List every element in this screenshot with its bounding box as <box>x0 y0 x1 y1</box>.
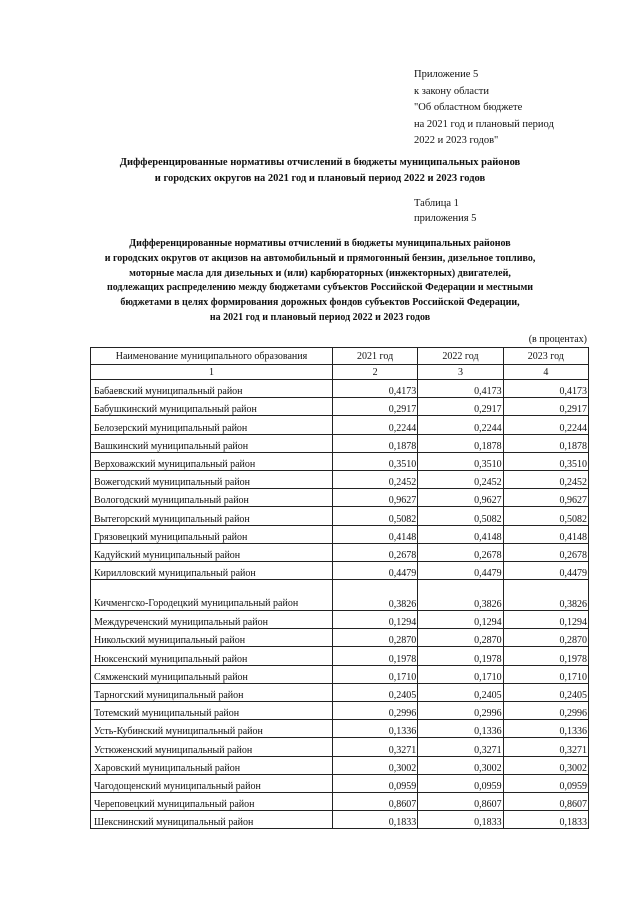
table-row <box>91 811 589 829</box>
value-2022: 0,2996 <box>418 702 503 720</box>
value-2021: 0,2244 <box>332 416 417 434</box>
table-row <box>91 507 589 525</box>
municipality-name: Бабушкинский муниципальный район <box>91 398 333 416</box>
table-row <box>91 580 589 611</box>
value-2022: 0,2244 <box>418 416 503 434</box>
table-row <box>91 629 589 647</box>
municipality-name: Сямженский муниципальный район <box>91 665 333 683</box>
value-2023: 0,1336 <box>503 720 588 738</box>
table-row <box>91 738 589 756</box>
annex-line: к закону области <box>414 85 489 97</box>
value-2022: 0,3002 <box>418 756 503 774</box>
municipality-name: Устюженский муниципальный район <box>91 738 333 756</box>
value-2023: 0,3002 <box>503 756 588 774</box>
value-2022: 0,1710 <box>418 665 503 683</box>
value-2023: 0,4479 <box>503 561 588 579</box>
municipality-name: Кирилловский муниципальный район <box>91 561 333 579</box>
document-title-line: Дифференцированные нормативы отчислений в бюджеты муниципальных районов <box>119 157 521 168</box>
value-2022: 0,1294 <box>418 611 503 629</box>
header-municipality: Наименование муниципального образования <box>91 348 333 365</box>
municipality-name: Тарногский муниципальный район <box>91 683 333 701</box>
annex-line: 2022 и 2023 годов" <box>414 135 499 146</box>
value-2023: 0,0959 <box>503 774 588 792</box>
value-2021: 0,1878 <box>332 434 417 452</box>
value-2023: 0,2996 <box>503 702 588 720</box>
table-row <box>91 756 589 774</box>
column-number: 3 <box>418 365 503 380</box>
normatives-table <box>90 347 589 829</box>
table-row <box>91 543 589 561</box>
value-2022: 0,1978 <box>418 647 503 665</box>
value-2021: 0,4173 <box>332 380 417 398</box>
table-title-line: и городских округов от акцизов на автомобильный и прямогонный бензин, дизельное топливо, <box>104 252 536 264</box>
value-2021: 0,2452 <box>332 470 417 488</box>
table-row <box>91 416 589 434</box>
table-title-line: бюджетами в целях формирования дорожных фондов субъектов Российской Федерации, <box>120 297 520 309</box>
value-2022: 0,3826 <box>418 580 503 611</box>
table-header-row <box>91 348 589 365</box>
value-2023: 0,1833 <box>503 811 588 829</box>
document-title <box>60 155 580 186</box>
annex-line: "Об областном бюджете <box>414 102 523 113</box>
value-2021: 0,2917 <box>332 398 417 416</box>
table-row <box>91 792 589 810</box>
municipality-name: Харовский муниципальный район <box>91 756 333 774</box>
value-2021: 0,1978 <box>332 647 417 665</box>
document-title-line: и городских округов на 2021 год и плановый период 2022 и 2023 годов <box>154 172 486 184</box>
value-2023: 0,2678 <box>503 543 588 561</box>
value-2022: 0,2678 <box>418 543 503 561</box>
value-2023: 0,2405 <box>503 683 588 701</box>
value-2023: 0,3510 <box>503 452 588 470</box>
value-2021: 0,3271 <box>332 738 417 756</box>
value-2023: 0,1878 <box>503 434 588 452</box>
value-2022: 0,1833 <box>418 811 503 829</box>
value-2021: 0,4148 <box>332 525 417 543</box>
value-2021: 0,9627 <box>332 489 417 507</box>
value-2022: 0,2452 <box>418 470 503 488</box>
unit-note: (в процентах) <box>528 334 587 345</box>
municipality-name: Чагодощенский муниципальный район <box>91 774 333 792</box>
value-2023: 0,2244 <box>503 416 588 434</box>
table-title-line: подлежащих распределению между бюджетами субъектов Российской Федерации и местными <box>106 282 534 294</box>
column-number: 2 <box>332 365 417 380</box>
value-2021: 0,1833 <box>332 811 417 829</box>
municipality-name: Вытегорский муниципальный район <box>91 507 333 525</box>
table-row <box>91 665 589 683</box>
value-2022: 0,2405 <box>418 683 503 701</box>
municipality-name: Верховажский муниципальный район <box>91 452 333 470</box>
value-2021: 0,3002 <box>332 756 417 774</box>
value-2021: 0,3826 <box>332 580 417 611</box>
annex-line: на 2021 год и плановый период <box>414 118 554 130</box>
value-2023: 0,4148 <box>503 525 588 543</box>
table-row <box>91 611 589 629</box>
value-2022: 0,4148 <box>418 525 503 543</box>
value-2021: 0,2678 <box>332 543 417 561</box>
header-2021: 2021 год <box>332 348 417 365</box>
value-2021: 0,2405 <box>332 683 417 701</box>
municipality-name: Вологодский муниципальный район <box>91 489 333 507</box>
value-2023: 0,1978 <box>503 647 588 665</box>
municipality-name: Тотемский муниципальный район <box>91 702 333 720</box>
municipality-name: Нюксенский муниципальный район <box>91 647 333 665</box>
value-2022: 0,3510 <box>418 452 503 470</box>
table-title-line: моторные масла для дизельных и (или) карбюраторных (инжекторных) двигателей, <box>129 267 511 279</box>
table-reference-line: приложения 5 <box>414 213 477 224</box>
header-2022: 2022 год <box>418 348 503 365</box>
table-body <box>91 380 589 829</box>
municipality-name: Череповецкий муниципальный район <box>91 792 333 810</box>
table-row <box>91 380 589 398</box>
value-2022: 0,1878 <box>418 434 503 452</box>
value-2023: 0,2870 <box>503 629 588 647</box>
value-2022: 0,0959 <box>418 774 503 792</box>
column-number-row <box>91 365 589 380</box>
table-row <box>91 774 589 792</box>
table-row <box>91 470 589 488</box>
municipality-name: Никольский муниципальный район <box>91 629 333 647</box>
value-2021: 0,0959 <box>332 774 417 792</box>
header-2023: 2023 год <box>503 348 588 365</box>
value-2022: 0,3271 <box>418 738 503 756</box>
value-2022: 0,5082 <box>418 507 503 525</box>
value-2023: 0,3271 <box>503 738 588 756</box>
value-2022: 0,2917 <box>418 398 503 416</box>
value-2023: 0,5082 <box>503 507 588 525</box>
value-2022: 0,1336 <box>418 720 503 738</box>
value-2021: 0,1710 <box>332 665 417 683</box>
value-2021: 0,8607 <box>332 792 417 810</box>
municipality-name: Усть-Кубинский муниципальный район <box>91 720 333 738</box>
municipality-name: Кичменгско-Городецкий муниципальный район <box>91 580 333 611</box>
table-row <box>91 452 589 470</box>
value-2023: 0,2452 <box>503 470 588 488</box>
value-2022: 0,4479 <box>418 561 503 579</box>
value-2021: 0,4479 <box>332 561 417 579</box>
column-number: 1 <box>91 365 333 380</box>
value-2021: 0,3510 <box>332 452 417 470</box>
municipality-name: Кадуйский муниципальный район <box>91 543 333 561</box>
municipality-name: Междуреченский муниципальный район <box>91 611 333 629</box>
table-title-line: на 2021 год и плановый период 2022 и 2023 годов <box>209 311 431 323</box>
table-row <box>91 434 589 452</box>
municipality-name: Вожегодский муниципальный район <box>91 470 333 488</box>
value-2023: 0,8607 <box>503 792 588 810</box>
municipality-name: Грязовецкий муниципальный район <box>91 525 333 543</box>
value-2023: 0,1294 <box>503 611 588 629</box>
table-row <box>91 525 589 543</box>
value-2021: 0,2996 <box>332 702 417 720</box>
table-row <box>91 720 589 738</box>
value-2023: 0,2917 <box>503 398 588 416</box>
value-2021: 0,1294 <box>332 611 417 629</box>
annex-line: Приложение 5 <box>414 69 479 80</box>
municipality-name: Белозерский муниципальный район <box>91 416 333 434</box>
table-title-line: Дифференцированные нормативы отчислений в бюджеты муниципальных районов <box>129 238 511 249</box>
table-row <box>91 561 589 579</box>
column-number: 4 <box>503 365 588 380</box>
table-row <box>91 702 589 720</box>
municipality-name: Вашкинский муниципальный район <box>91 434 333 452</box>
table-row <box>91 647 589 665</box>
municipality-name: Шекснинский муниципальный район <box>91 811 333 829</box>
table-row <box>91 489 589 507</box>
table-row <box>91 398 589 416</box>
value-2023: 0,9627 <box>503 489 588 507</box>
table-reference-line: Таблица 1 <box>414 198 459 209</box>
value-2022: 0,2870 <box>418 629 503 647</box>
value-2022: 0,4173 <box>418 380 503 398</box>
annex-reference <box>414 67 554 150</box>
value-2022: 0,9627 <box>418 489 503 507</box>
table-title <box>55 237 585 326</box>
table-row <box>91 683 589 701</box>
value-2021: 0,5082 <box>332 507 417 525</box>
value-2022: 0,8607 <box>418 792 503 810</box>
municipality-name: Бабаевский муниципальный район <box>91 380 333 398</box>
value-2023: 0,3826 <box>503 580 588 611</box>
table-reference <box>414 196 476 226</box>
value-2021: 0,2870 <box>332 629 417 647</box>
value-2023: 0,4173 <box>503 380 588 398</box>
value-2021: 0,1336 <box>332 720 417 738</box>
value-2023: 0,1710 <box>503 665 588 683</box>
